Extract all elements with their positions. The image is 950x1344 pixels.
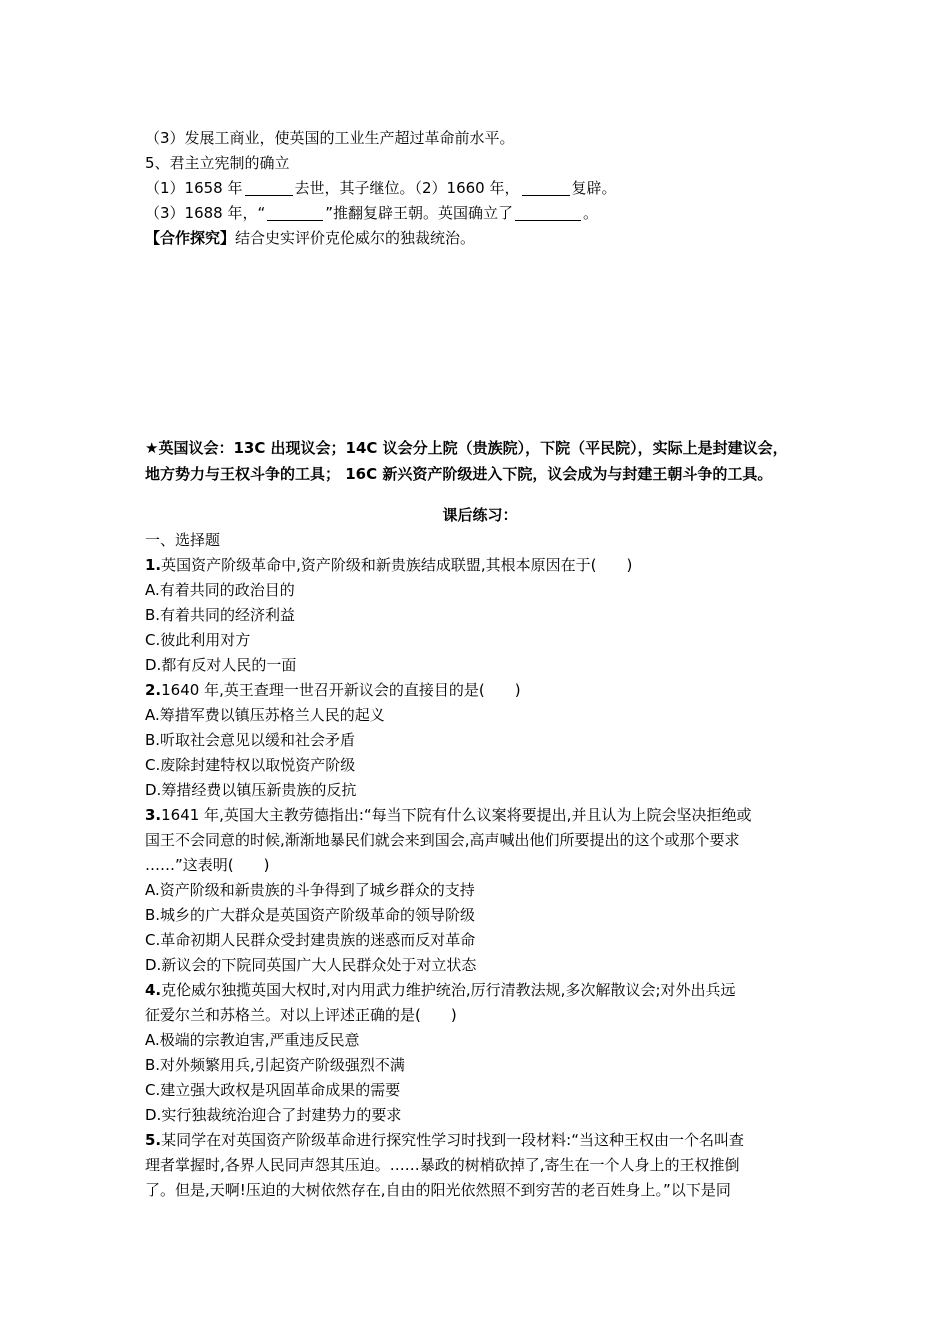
fill-line-1-part-1: （1）1658 年 [145, 179, 243, 197]
question-5-stem [145, 1128, 815, 1153]
parliament-notice [145, 435, 815, 487]
option[interactable]: C.革命初期人民群众受封建贵族的迷惑而反对革命 [145, 931, 476, 949]
question-number: 2. [145, 681, 162, 699]
question-stem-line: 了。但是,天啊!压迫的大树依然存在,自由的阳光依然照不到穷苦的老百姓身上。”以下是同 [145, 1181, 731, 1199]
fill-line-2-part-1: （3）1688 年，“ [145, 204, 266, 222]
fill-line-2-part-2: ”推翻复辟王朝。英国确立了 [325, 204, 514, 222]
option[interactable]: C.彼此利用对方 [145, 631, 251, 649]
fill-line-2 [145, 201, 815, 226]
question-2-stem [145, 678, 815, 703]
question-3-stem [145, 803, 815, 828]
option[interactable]: D.实行独裁统治迎合了封建势力的要求 [145, 1106, 402, 1124]
option[interactable]: D.新议会的下院同英国广大人民群众处于对立状态 [145, 956, 477, 974]
option[interactable]: A.极端的宗教迫害,严重违反民意 [145, 1031, 360, 1049]
question-number: 1. [145, 556, 162, 574]
heading-5: 5、君主立宪制的确立 [145, 154, 290, 172]
notice-line-1: ★英国议会：13C 出现议会；14C 议会分上院（贵族院），下院（平民院），实际上是封建议会， [145, 439, 788, 457]
question-1-stem [145, 553, 815, 578]
option[interactable]: D.筹措经费以镇压新贵族的反抗 [145, 781, 357, 799]
notice-line-2: 地方势力与王权斗争的工具； 16C 新兴资产阶级进入下院，议会成为与封建王朝斗争的工具。 [145, 465, 773, 483]
question-stem-line: 1641 年,英国大主教劳德指出:“每当下院有什么议案将要提出,并且认为上院会坚决拒绝或 [161, 806, 752, 824]
answer-space[interactable] [145, 251, 815, 435]
question-stem-line: 某同学在对英国资产阶级革命进行探究性学习时找到一段材料:“当这种王权由一个名叫查 [161, 1131, 744, 1149]
coop-explore [145, 226, 815, 251]
option[interactable]: A.筹措军费以镇压苏格兰人民的起义 [145, 706, 385, 724]
question-stem: 英国资产阶级革命中,资产阶级和新贵族结成联盟,其根本原因在于( ) [161, 556, 633, 574]
answer-blank[interactable] [522, 179, 570, 196]
option[interactable]: D.都有反对人民的一面 [145, 656, 297, 674]
coop-text: 结合史实评价克伦威尔的独裁统治。 [235, 229, 476, 247]
question-stem-line: ……”这表明( ) [145, 856, 270, 874]
option[interactable]: B.对外频繁用兵,引起资产阶级强烈不满 [145, 1056, 405, 1074]
question-stem-line: 国王不会同意的时候,渐渐地暴民们就会来到国会,高声喊出他们所要提出的这个或那个要求 [145, 831, 740, 849]
item-3: （3）发展工商业，使英国的工业生产超过革命前水平。 [145, 129, 515, 147]
fill-line-1-part-2: 去世，其子继位。（2）1660 年， [294, 179, 520, 197]
coop-label: 【合作探究】 [145, 229, 236, 247]
question-number: 5. [145, 1131, 162, 1149]
question-stem: 1640 年,英王查理一世召开新议会的直接目的是( ) [161, 681, 521, 699]
exercise-title: 课后练习： [442, 506, 518, 524]
document-content [145, 126, 815, 1203]
answer-blank[interactable] [267, 204, 323, 221]
fill-line-2-part-3: 。 [583, 204, 599, 222]
exercise-section: 一、选择题 [145, 531, 221, 549]
question-4-stem [145, 978, 815, 1003]
option[interactable]: B.有着共同的经济利益 [145, 606, 296, 624]
fill-line-1 [145, 176, 815, 201]
answer-blank[interactable] [515, 204, 581, 221]
fill-line-1-part-3: 复辟。 [571, 179, 617, 197]
question-stem-line: 征爱尔兰和苏格兰。对以上评述正确的是( ) [145, 1006, 457, 1024]
option[interactable]: C.废除封建特权以取悦资产阶级 [145, 756, 356, 774]
option[interactable]: C.建立强大政权是巩固革命成果的需要 [145, 1081, 401, 1099]
option[interactable]: A.有着共同的政治目的 [145, 581, 295, 599]
option[interactable]: A.资产阶级和新贵族的斗争得到了城乡群众的支持 [145, 881, 475, 899]
option[interactable]: B.听取社会意见以缓和社会矛盾 [145, 731, 356, 749]
question-number: 3. [145, 806, 162, 824]
option[interactable]: B.城乡的广大群众是英国资产阶级革命的领导阶级 [145, 906, 476, 924]
answer-blank[interactable] [245, 179, 293, 196]
question-stem-line: 理者掌握时,各界人民同声怨其压迫。……暴政的树梢砍掉了,寄生在一个人身上的王权推倒 [145, 1156, 740, 1174]
question-stem-line: 克伦威尔独揽英国大权时,对内用武力维护统治,厉行清教法规,多次解散议会;对外出兵远 [161, 981, 736, 999]
question-number: 4. [145, 981, 162, 999]
